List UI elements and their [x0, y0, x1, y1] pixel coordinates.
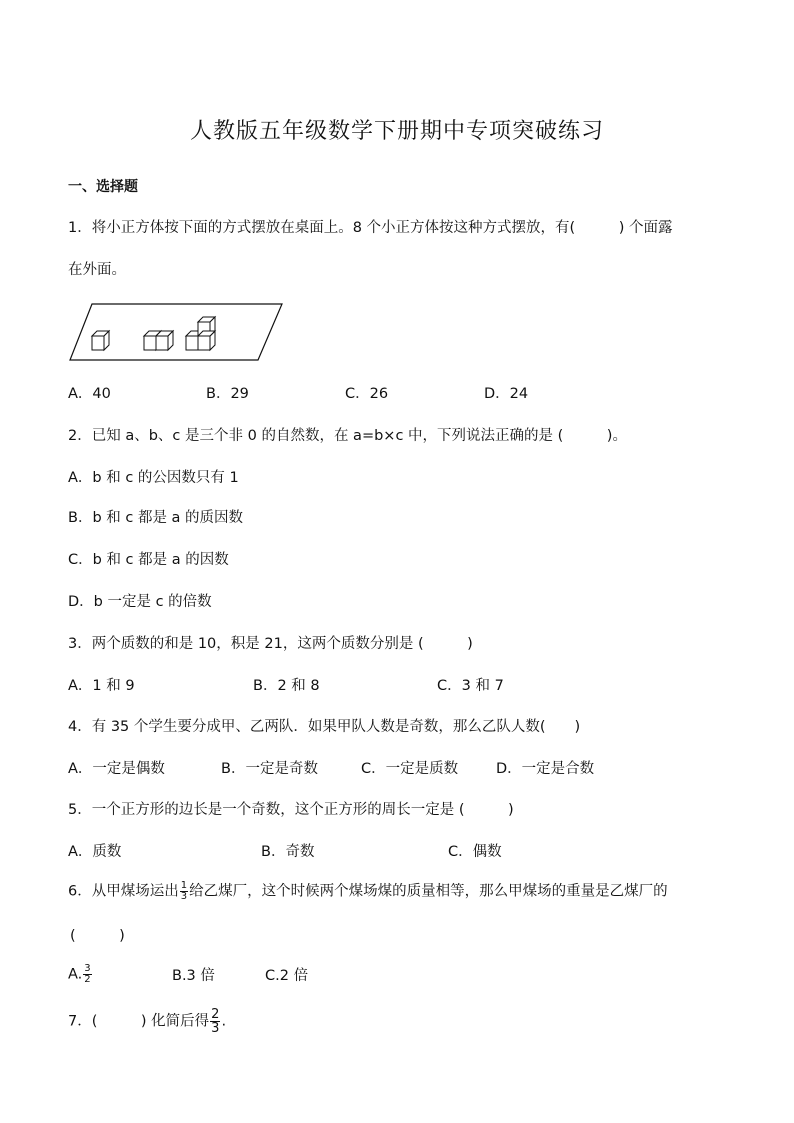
option-a-prefix: A.	[68, 966, 83, 983]
section-heading: 一、选择题	[68, 179, 138, 195]
question-6-blank: ( )	[70, 928, 125, 944]
fraction-denominator: 3	[211, 1021, 220, 1036]
question-6-stem-start: 6．从甲煤场运出	[68, 883, 179, 900]
question-7-stem	[68, 1008, 226, 1035]
cube-group-3	[186, 317, 215, 350]
question-6-fraction	[180, 881, 188, 902]
question-2-option-c: C．b 和 c 都是 a 的因数	[68, 552, 229, 568]
fraction-denominator: 3	[180, 891, 188, 902]
question-1-option-d: D．24	[484, 386, 529, 402]
question-1-stem: 1．将小正方体按下面的方式摆放在桌面上。8 个小正方体按这种方式摆放，有( ) 个面露	[68, 220, 673, 236]
question-1-option-c: C．26	[345, 386, 389, 402]
fraction-numerator: 2	[211, 1007, 220, 1022]
question-3-stem: 3．两个质数的和是 10，积是 21，这两个质数分别是 ( )	[68, 636, 473, 652]
question-5-option-a: A．质数	[68, 844, 122, 860]
question-2-option-a: A．b 和 c 的公因数只有 1	[68, 470, 239, 486]
question-3-option-a: A．1 和 9	[68, 678, 135, 694]
question-6-stem-end: 给乙煤厂，这个时候两个煤场煤的质量相等，那么甲煤场的重量是乙煤厂的	[189, 883, 668, 900]
question-2-stem: 2．已知 a、b、c 是三个非 0 的自然数，在 a=b×c 中，下列说法正确的是 ( )。	[68, 428, 627, 444]
question-6-option-b: B.3 倍	[172, 968, 215, 984]
question-5-option-b: B．奇数	[261, 844, 315, 860]
question-6-option-a	[68, 964, 93, 985]
question-4-option-a: A．一定是偶数	[68, 761, 165, 777]
question-3-option-c: C．3 和 7	[437, 678, 504, 694]
question-7-fraction	[210, 1008, 220, 1035]
question-1-option-b: B．29	[206, 386, 249, 402]
question-4-option-d: D．一定是合数	[496, 761, 595, 777]
question-2-option-d: D．b 一定是 c 的倍数	[68, 594, 212, 610]
question-7-stem-start: 7．( ) 化简后得	[68, 1013, 210, 1030]
question-1-option-a: A．40	[68, 386, 111, 402]
question-4-option-b: B．一定是奇数	[221, 761, 318, 777]
cube-group-1	[92, 331, 109, 350]
cube-group-2	[144, 331, 173, 350]
question-5-stem: 5．一个正方形的边长是一个奇数，这个正方形的周长一定是 ( )	[68, 802, 514, 818]
question-7-stem-end: .	[221, 1013, 227, 1030]
question-3-option-b: B．2 和 8	[253, 678, 320, 694]
question-1-stem-cont: 在外面。	[68, 262, 126, 278]
fraction-numerator: 3	[84, 963, 91, 974]
cube-arrangement-figure	[66, 300, 286, 364]
question-6-stem	[68, 881, 668, 902]
question-6-option-c: C.2 倍	[265, 968, 309, 984]
page-title: 人教版五年级数学下册期中专项突破练习	[189, 119, 604, 144]
question-4-option-c: C．一定是质数	[361, 761, 459, 777]
fraction-numerator: 1	[180, 880, 188, 891]
option-a-fraction	[83, 964, 91, 985]
fraction-denominator: 2	[84, 974, 91, 985]
question-5-option-c: C．偶数	[448, 844, 502, 860]
question-4-stem: 4．有 35 个学生要分成甲、乙两队．如果甲队人数是奇数，那么乙队人数( )	[68, 719, 581, 735]
question-2-option-b: B．b 和 c 都是 a 的质因数	[68, 510, 244, 526]
